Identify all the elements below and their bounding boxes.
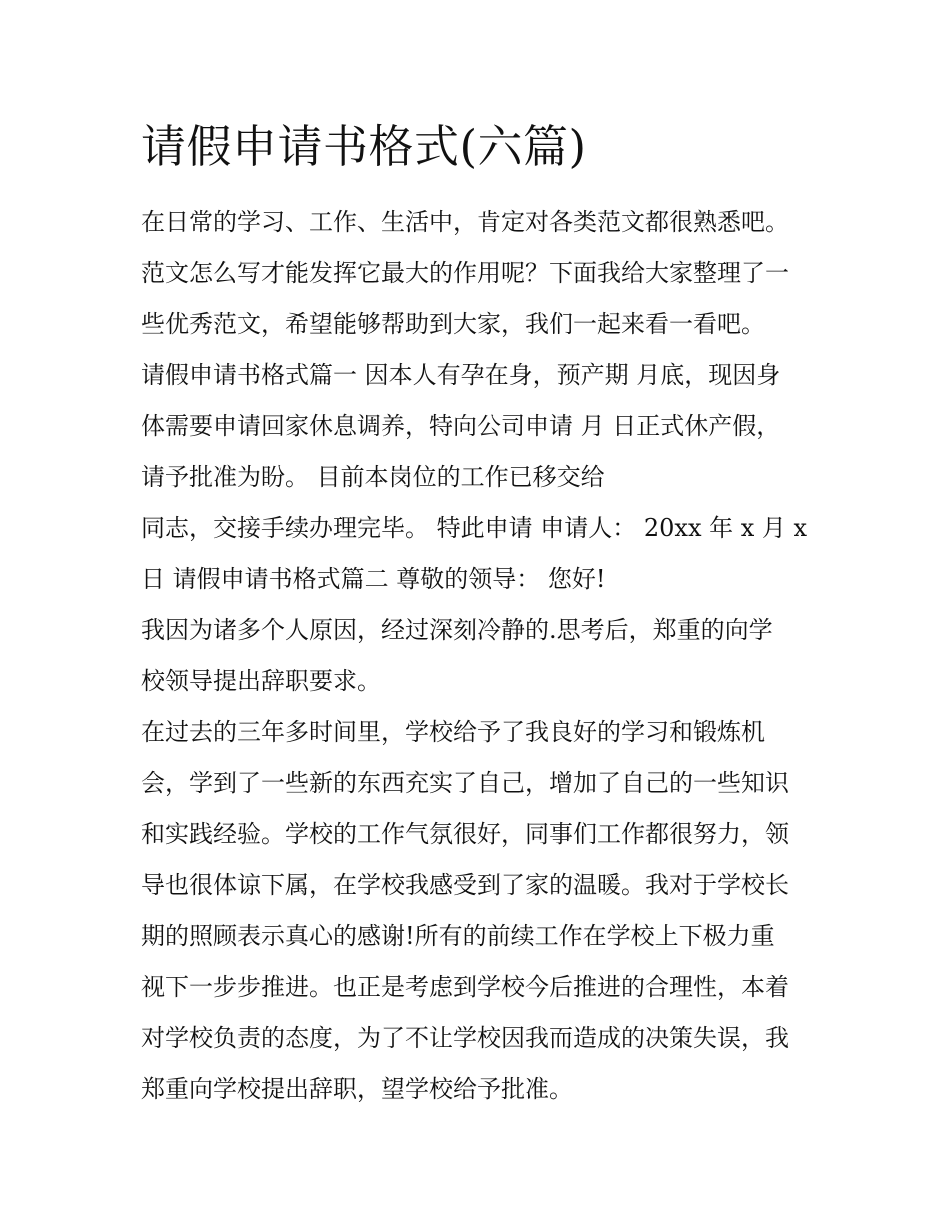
body-line: 对学校负责的态度，为了不让学校因我而造成的决策失误，我 — [141, 1024, 789, 1052]
body-line: 郑重向学校提出辞职，望学校给予批准。 — [141, 1075, 573, 1103]
body-line: 日 请假申请书格式篇二 尊敬的领导： 您好! — [141, 565, 606, 593]
body-line: 范文怎么写才能发挥它最大的作用呢？下面我给大家整理了一 — [141, 259, 789, 287]
body-line: 同志，交接手续办理完毕。 特此申请 申请人： 20xx 年 x 月 x — [141, 514, 808, 542]
body-line: 些优秀范文，希望能够帮助到大家，我们一起来看一看吧。 — [141, 310, 765, 338]
body-line: 我因为诸多个人原因，经过深刻冷静的.思考后，郑重的向学 — [141, 616, 773, 644]
body-line: 视下一步步推进。也正是考虑到学校今后推进的合理性，本着 — [141, 973, 789, 1001]
document-body — [141, 197, 821, 1115]
body-line: 会，学到了一些新的东西充实了自己，增加了自己的一些知识 — [141, 769, 789, 797]
body-line: 在过去的三年多时间里，学校给予了我良好的学习和锻炼机 — [141, 718, 765, 746]
body-line: 请予批准为盼。 目前本岗位的工作已移交给 — [141, 463, 605, 491]
body-line: 导也很体谅下属，在学校我感受到了家的温暖。我对于学校长 — [141, 871, 789, 899]
document-title: 请假申请书格式(六篇) — [141, 120, 587, 173]
body-line: 体需要申请回家休息调养，特向公司申请 月 日正式休产假， — [141, 412, 781, 440]
body-line: 和实践经验。学校的工作气氛很好，同事们工作都很努力，领 — [141, 820, 789, 848]
body-line: 请假申请书格式篇一 因本人有孕在身，预产期 月底，现因身 — [141, 361, 781, 389]
body-line: 期的照顾表示真心的感谢!所有的前续工作在学校上下极力重 — [141, 922, 775, 950]
body-line: 在日常的学习、工作、生活中，肯定对各类范文都很熟悉吧。 — [141, 208, 789, 236]
body-line: 校领导提出辞职要求。 — [141, 667, 381, 695]
